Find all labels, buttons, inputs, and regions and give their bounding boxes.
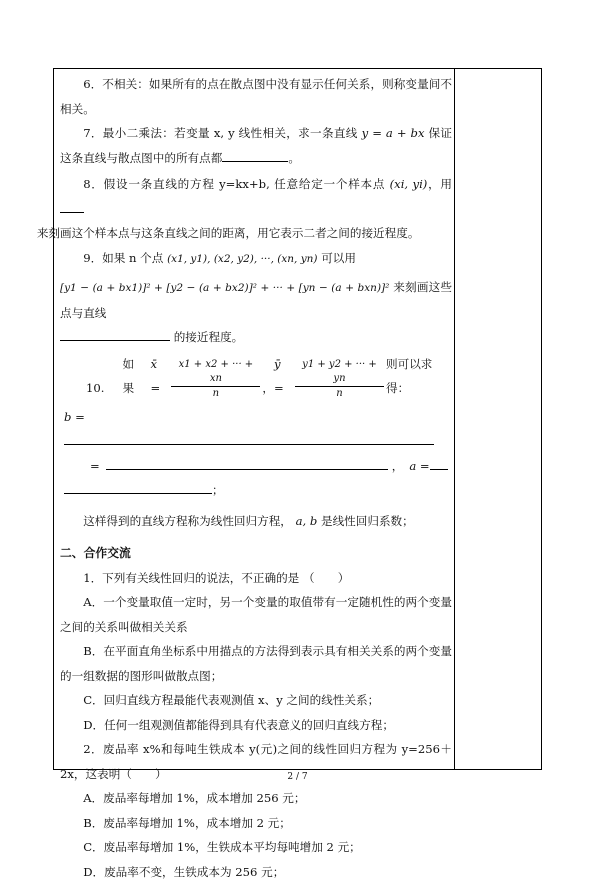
points-list: (x1, y1), (x2, y2), ···, (xn, yn) [167,253,317,265]
mean-y-fraction: $\frac{y1 + y2 + \cdot\cdot\cdot + yn}{n}$ [295,358,384,401]
worksheet-content [60,72,452,884]
question-2-option-d: D．废品率不变，生铁成本为 256 元； [60,860,452,884]
item-10-eq-line: = ， a = [90,454,452,479]
item-9-expression: [y1 − (a + bx1)]² + [y2 − (a + bx2)]² + ··· + [yn − (a + bxn)]² 来刻画这些点与直线 [60,275,452,325]
fill-blank-b[interactable] [64,432,434,445]
table-column-divider [454,68,455,770]
fill-blank-a[interactable] [430,457,448,470]
sample-point: (xi, yi) [390,177,428,191]
mean-x-fraction: $\frac{x1 + x2 + \cdot\cdot\cdot + xn}{n}$ [171,358,260,401]
fill-blank-a2[interactable] [64,481,212,494]
question-1-option-c: C．回归直线方程最能代表观测值 x、y 之间的线性关系； [60,688,452,713]
page-number: 2 / 7 [0,772,595,782]
question-1-option-a: A．一个变量取值一定时，另一个变量的取值带有一定随机性的两个变量之间的关系叫做相关关系 [60,590,452,639]
item-6: 6．不相关：如果所有的点在散点图中没有显示任何关系，则称变量间不相关。 [60,72,452,121]
question-1-option-d: D．任何一组观测值都能得到具有代表意义的回归直线方程； [60,713,452,738]
fill-blank-8[interactable] [60,200,84,213]
item-7: 7．最小二乘法：若变量 x, y 线性相关，求一条直线 y = a + bx 保证这条直线与散点图中的所有点都 。 [60,121,452,170]
question-1-option-b: B．在平面直角坐标系中用描点的方法得到表示具有相关关系的两个变量的一组数据的图形叫做散点图； [60,639,452,688]
question-2: 2．废品率 x%和每吨生铁成本 y(元)之间的线性回归方程为 y=256＋2x，这表明（ ） [60,737,452,786]
item-9: 9．如果 n 个点 (x1, y1), (x2, y2), ···, (xn, yn) 可以用 [60,246,452,272]
question-2-option-c: C．废品率每增加 1%，生铁成本平均每吨增加 2 元； [60,835,452,860]
item-10-conclusion: 这样得到的直线方程称为线性回归方程， a, b 是线性回归系数； [60,509,452,534]
line-equation: y = a + bx [362,126,425,140]
item-10: 10. 如果 x̄ = $\frac{x1 + x2 + \cdot\cdot\cdot + xn}{n}$ ， ȳ = $\frac{y1 + y2 + \cdot\cdot\cdot + yn}{n}$ 则可以求得： [86,352,452,401]
item-10-b-line: b = [64,405,452,454]
question-1: 1．下列有关线性回归的说法，不正确的是 （ ） [60,566,452,591]
section-heading: 二、合作交流 [60,541,452,566]
item-9-tail: 的接近程度。 [60,325,452,350]
fill-blank-b2[interactable] [106,457,388,470]
question-2-option-b: B．废品率每增加 1%，成本增加 2 元； [60,811,452,836]
fill-blank-9[interactable] [60,328,170,341]
item-8: 8．假设一条直线的方程 y=kx+b, 任意给定一个样本点 (xi, yi)，用 来刻画这个样本点与这条直线之间的距离，用它表示二者之间的接近程度。 [60,172,452,246]
question-2-option-a: A．废品率每增加 1%，成本增加 256 元； [60,786,452,811]
fill-blank-7[interactable] [222,149,288,162]
item-10-a-line: ； [64,478,452,503]
